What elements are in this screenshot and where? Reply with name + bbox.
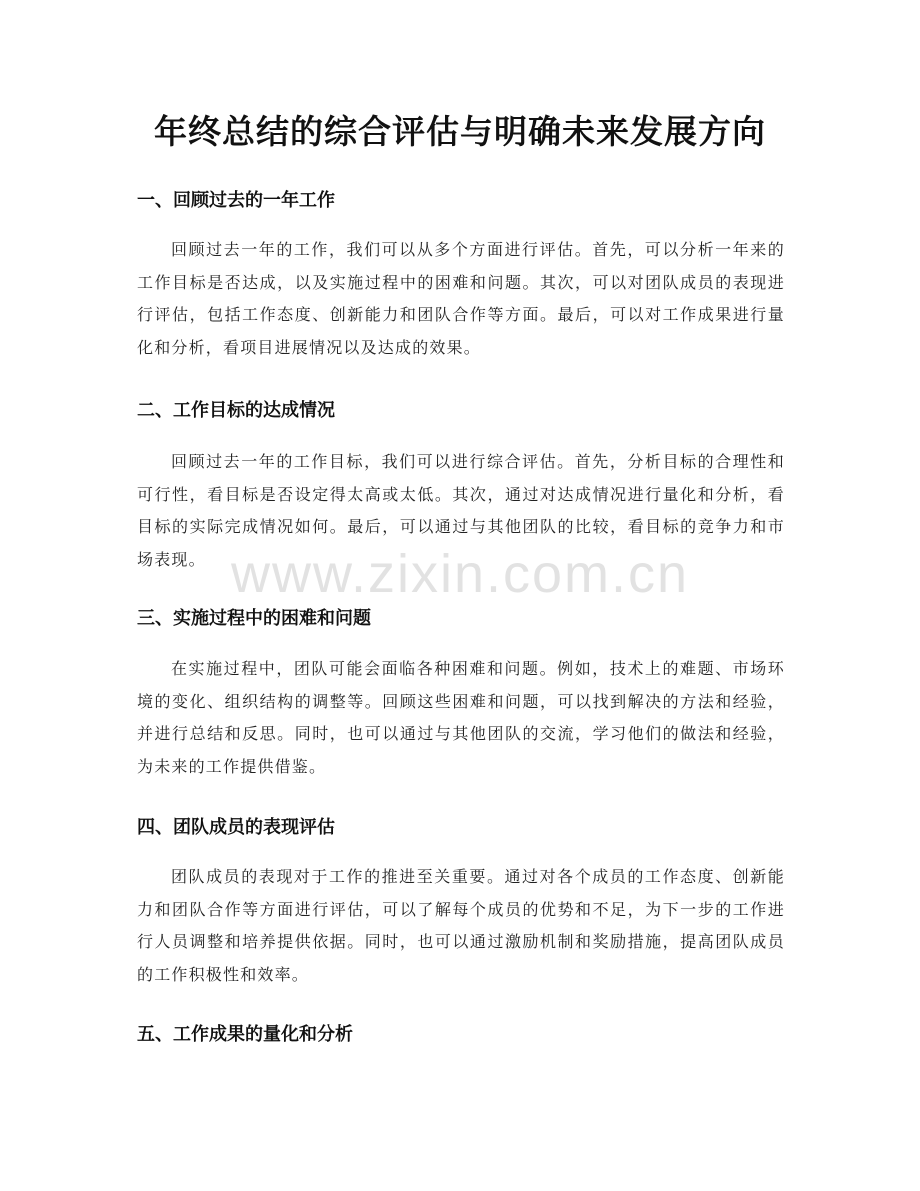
section-paragraph-3: 在实施过程中，团队可能会面临各种困难和问题。例如，技术上的难题、市场环境的变化、组织结构的调整等。回顾这些困难和问题，可以找到解决的方法和经验，并进行总结和反思。同时，也可以通过与其他团队的交流，学习他们的做法和经验，为未来的工作提供借鉴。 [137, 659, 785, 776]
section-paragraph-4: 团队成员的表现对于工作的推进至关重要。通过对各个成员的工作态度、创新能力和团队合作等方面进行评估，可以了解每个成员的优势和不足，为下一步的工作进行人员调整和培养提供依据。同时，也可以通过激励机制和奖励措施，提高团队成员的工作积极性和效率。 [137, 867, 785, 984]
section-heading-3: 三、实施过程中的困难和问题 [137, 608, 371, 629]
section-paragraph-1: 回顾过去一年的工作，我们可以从多个方面进行评估。首先，可以分析一年来的工作目标是否达成，以及实施过程中的困难和问题。其次，可以对团队成员的表现进行评估，包括工作态度、创新能力和团队合作等方面。最后，可以对工作成果进行量化和分析，看项目进展情况以及达成的效果。 [137, 240, 785, 357]
section-heading-2: 二、工作目标的达成情况 [137, 400, 335, 421]
section-heading-5: 五、工作成果的量化和分析 [137, 1024, 353, 1045]
document-title: 年终总结的综合评估与明确未来发展方向 [154, 112, 766, 151]
section-heading-1: 一、回顾过去的一年工作 [137, 190, 335, 211]
section-heading-4: 四、团队成员的表现评估 [137, 817, 335, 838]
watermark-text: www.zixin.com.cn [230, 544, 690, 604]
section-paragraph-2: 回顾过去一年的工作目标，我们可以进行综合评估。首先，分析目标的合理性和可行性，看目标是否设定得太高或太低。其次，通过对达成情况进行量化和分析，看目标的实际完成情况如何。最后，可以通过与其他团队的比较，看目标的竞争力和市场表现。 [137, 452, 785, 569]
